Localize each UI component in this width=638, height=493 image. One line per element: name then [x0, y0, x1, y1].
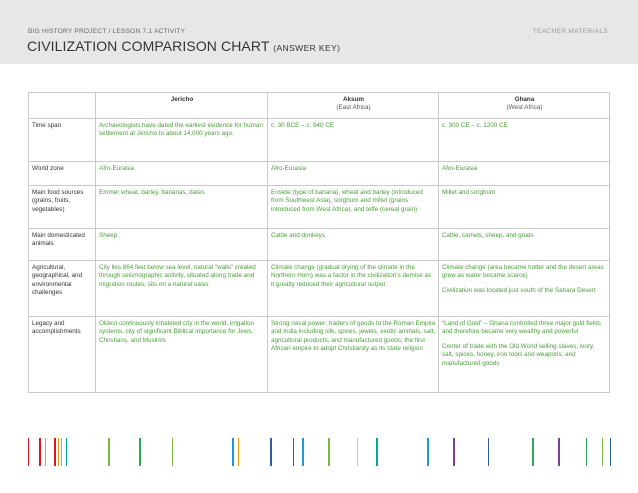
table-body [29, 119, 610, 393]
decorative-bar [376, 438, 378, 466]
answer-text: “Land of Gold” – Ghana controlled three major gold fields and therefore became very wealthy and powerful [442, 320, 601, 336]
answer-text: Sheep [99, 232, 118, 239]
decorative-bar [293, 438, 294, 466]
decorative-bar [54, 438, 56, 466]
decorative-bar [532, 438, 534, 466]
answer-text: Strong naval power; traders of goods to the Roman Empire and India including silk, spices, jewels, exotic animals, salt, agricultural products, and manufactured goods; the first African empire to adopt Christianity as its state religion [271, 320, 436, 353]
decorative-bar [58, 438, 59, 466]
column-name: Aksum [343, 96, 364, 103]
answer-cell [439, 261, 610, 317]
title-subtitle: (ANSWER KEY) [273, 43, 341, 53]
answer-text: Ensete (type of banana), wheat and barley (introduced from Southwest Asia), sorghum and millet (grains introduced from West Africa), and teffe (cereal grain) [271, 189, 423, 213]
answer-text: Center of trade with the Old World selling slaves, ivory, salt, spices, honey, iron tools and weapons, and manufactured goods [442, 342, 595, 367]
decorative-bar [39, 438, 41, 466]
answer-text: Afro-Eurasia [99, 165, 134, 172]
answer-text: c. 30 BCE – c. 940 CE [271, 122, 334, 129]
answer-cell [268, 261, 439, 317]
row-label: Main food sources (grains, fruits, vegetables) [29, 186, 96, 229]
decorative-bar [108, 438, 110, 466]
decorative-bar [172, 438, 173, 466]
answer-text: Archaeologists have dated the earliest evidence for human settlement at Jericho to about 14,000 years ago. [99, 122, 263, 138]
row-label: Main domesticated animals [29, 229, 96, 261]
answer-text: Climate change (gradual drying of the climate in the Northern Horn) was a factor in the civilization’s demise as it greatly reduced their agricultural output [271, 264, 432, 288]
answer-cell [268, 317, 439, 393]
answer-text: Cattle, camels, sheep, and goats [442, 232, 534, 239]
decorative-bar [45, 438, 46, 466]
answer-cell [439, 119, 610, 162]
answer-text: Climate change (area became hotter and the desert areas grew as water became scarce) [442, 264, 604, 280]
table-row [29, 119, 610, 162]
answer-cell [439, 229, 610, 261]
answer-cell [96, 119, 268, 162]
column-name: Ghana [514, 96, 535, 103]
table-row [29, 261, 610, 317]
row-label: Time span [29, 119, 96, 162]
answer-cell [439, 162, 610, 186]
column-header [439, 93, 610, 119]
answer-cell [96, 229, 268, 261]
table-row [29, 229, 610, 261]
decorative-bar [61, 438, 62, 466]
answer-cell [268, 119, 439, 162]
answer-cell [96, 186, 268, 229]
answer-text: Emmer wheat, barley, bananas, dates [99, 189, 205, 196]
row-label: Agricultural, geographical, and environmental challenges [29, 261, 96, 317]
answer-text: Oldest continuously inhabited city in the world, irrigation systems, city of significant Biblical importance for Jews, Christians, and Muslims [99, 320, 255, 344]
table-row [29, 317, 610, 393]
answer-cell [439, 317, 610, 393]
decorative-bar [558, 438, 560, 466]
answer-cell [96, 162, 268, 186]
answer-text: c. 300 CE – c. 1200 CE [442, 122, 508, 129]
decorative-bar [232, 438, 234, 466]
table-row [29, 162, 610, 186]
header-corner-cell [29, 93, 96, 119]
title-text: CIVILIZATION COMPARISON CHART [27, 38, 270, 54]
answer-cell [268, 186, 439, 229]
column-header [96, 93, 268, 119]
answer-cell [268, 229, 439, 261]
header-band [0, 0, 638, 64]
column-region: (East Africa) [336, 104, 371, 112]
answer-cell [96, 317, 268, 393]
decorative-bar [602, 438, 603, 466]
decorative-bar [302, 438, 304, 466]
decorative-bar [453, 438, 455, 466]
answer-text: Civilization was located just south of the Sahara Desert [442, 286, 596, 294]
decorative-bar [66, 438, 67, 466]
answer-text: Millet and sorghum [442, 189, 496, 196]
comparison-table [28, 92, 610, 393]
decorative-bar [586, 438, 587, 466]
table-header-row [29, 93, 610, 119]
decorative-bar [139, 438, 141, 466]
color-bar-strip [0, 438, 638, 466]
decorative-bar [28, 438, 29, 466]
lesson-kicker: BIG HISTORY PROJECT / LESSON 7.1 ACTIVITY [28, 28, 186, 35]
column-header [268, 93, 439, 119]
teacher-materials-label: TEACHER MATERIALS [532, 28, 608, 35]
answer-text: Afro-Eurasia [442, 165, 477, 172]
decorative-bar [328, 438, 330, 466]
answer-text: Afro-Eurasia [271, 165, 306, 172]
answer-text: City lies 864 feet below sea level, natural “walls” created through seismographic activity, situated along trade and migration routes, sits on a natural oasis [99, 264, 256, 288]
page-title [27, 38, 340, 54]
decorative-bar [270, 438, 272, 466]
answer-cell [268, 162, 439, 186]
decorative-bar [610, 438, 611, 466]
decorative-bar [357, 438, 358, 466]
column-name: Jericho [170, 96, 194, 103]
row-label: Legacy and accomplishments [29, 317, 96, 393]
row-label: World zone [29, 162, 96, 186]
decorative-bar [238, 438, 239, 466]
answer-cell [96, 261, 268, 317]
decorative-bar [427, 438, 429, 466]
decorative-bar [488, 438, 489, 466]
table-row [29, 186, 610, 229]
column-region: (West Africa) [506, 104, 543, 112]
answer-text: Cattle and donkeys [271, 232, 325, 239]
answer-cell [439, 186, 610, 229]
